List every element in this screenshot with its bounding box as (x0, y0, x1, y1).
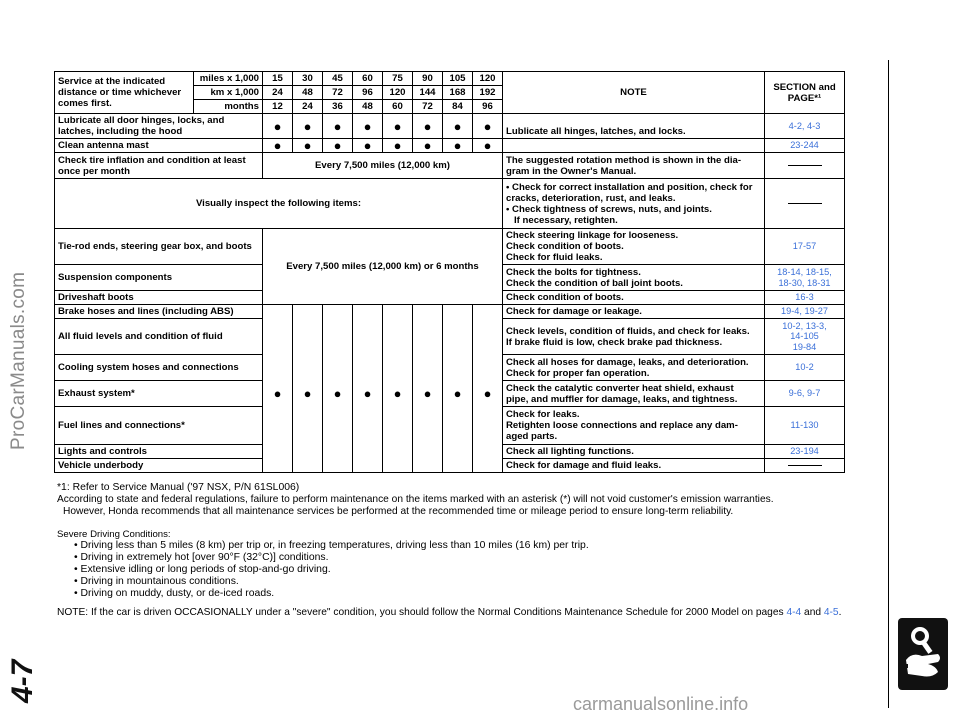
note-line: Check levels, condition of fluids, and check for leaks. (506, 325, 750, 337)
dash-line (788, 165, 822, 166)
note-line: If brake fluid is low, check brake pad thickness. (506, 336, 723, 348)
dash-line (788, 203, 822, 204)
severe-item: • Driving in mountainous conditions. (74, 576, 239, 587)
section-line: 10-2, 13-3, (782, 320, 827, 331)
item-visual-inspect: Visually inspect the following items: (55, 179, 503, 229)
interval-tire: Every 7,500 miles (12,000 km) (263, 153, 503, 179)
service-dot: ● (473, 114, 503, 139)
service-dot: ● (413, 114, 443, 139)
months-cell: 60 (383, 100, 413, 114)
note-line: If necessary, retighten. (514, 214, 618, 226)
side-watermark: ProCarManuals.com (8, 271, 29, 450)
km-cell: 24 (263, 86, 293, 100)
service-dot: ● (383, 139, 413, 153)
service-dot: ● (473, 381, 503, 407)
km-label: km x 1,000 (194, 86, 263, 100)
miles-cell: 120 (473, 72, 503, 86)
service-dot: ● (323, 139, 353, 153)
note-line: Check the condition of ball joint boots. (506, 277, 683, 289)
header-row-miles (55, 72, 845, 86)
footnote: *1: Refer to Service Manual ('97 NSX, P/N 61SL006) (57, 482, 300, 493)
months-label: months (194, 100, 263, 114)
note-line: Check the bolts for tightness. (506, 266, 641, 278)
service-dot: ● (263, 139, 293, 153)
service-dot: ● (293, 381, 323, 407)
table-row (55, 114, 845, 139)
note-antenna (503, 139, 765, 153)
section-link[interactable]: 10-2 (765, 355, 845, 381)
section-line: 18-14, 18-15, (777, 267, 832, 277)
item-brake: Brake hoses and lines (including ABS) (55, 305, 263, 319)
item-antenna: Clean antenna mast (55, 139, 263, 153)
service-dot: ● (353, 114, 383, 139)
note-line: Check for fluid leaks. (506, 252, 603, 263)
service-dot: ● (443, 139, 473, 153)
service-dot: ● (293, 139, 323, 153)
item-lights: Lights and controls (55, 445, 263, 459)
footer-watermark: carmanualsonline.info (573, 694, 749, 714)
service-dot: ● (473, 139, 503, 153)
km-cell: 168 (443, 86, 473, 100)
miles-label: miles x 1,000 (194, 72, 263, 86)
page-link-4-5[interactable]: 4-5 (823, 607, 839, 618)
note-line: Check the catalytic converter heat shield, exhaust (506, 382, 734, 394)
note-line: Check for proper fan operation. (506, 367, 650, 379)
item-fuel: Fuel lines and connections* (55, 407, 263, 445)
note-line: aged parts. (506, 431, 558, 442)
note-tierod (503, 229, 765, 265)
maintenance-logo-icon (898, 618, 948, 690)
service-dot: ● (413, 381, 443, 407)
severe-item: • Driving less than 5 miles (8 km) per trip or, in freezing temperatures, driving less than 10 miles (16 km) per trip. (74, 540, 589, 551)
service-dot: ● (353, 139, 383, 153)
note-cooling (503, 355, 765, 381)
interval-6-months: Every 7,500 miles (12,000 km) or 6 months (263, 229, 503, 305)
service-dot: ● (353, 381, 383, 407)
service-dot: ● (323, 114, 353, 139)
table-row (55, 459, 845, 473)
section-link[interactable]: 9-6, 9-7 (765, 381, 845, 407)
table-row (55, 305, 845, 319)
miles-cell: 60 (353, 72, 383, 86)
section-line: 18-30, 18-31 (778, 277, 831, 288)
miles-cell: 90 (413, 72, 443, 86)
item-tierod: Tie-rod ends, steering gear box, and boots (55, 229, 263, 265)
months-cell: 48 (353, 100, 383, 114)
dash-line (788, 465, 822, 466)
note-lights: Check all lighting functions. (503, 445, 765, 459)
section-line: 19-84 (792, 341, 817, 352)
note-line: Retighten loose connections and replace any dam- (506, 420, 738, 431)
miles-cell: 75 (383, 72, 413, 86)
miles-cell: 105 (443, 72, 473, 86)
section-line: 14-105 (790, 331, 819, 342)
item-lubricate: Lubricate all door hinges, locks, and latches, including the hood (55, 114, 263, 139)
km-cell: 48 (293, 86, 323, 100)
section-link[interactable]: 23-244 (765, 139, 845, 153)
note-lubricate: Lublicate all hinges, latches, and locks. (503, 114, 765, 139)
note-tire: The suggested rotation method is shown in the dia-gram in the Owner's Manual. (503, 153, 765, 179)
table-row (55, 355, 845, 381)
note-line: Check all hoses for damage, leaks, and deterioration. (506, 356, 749, 368)
km-cell: 72 (323, 86, 353, 100)
note-line: • Check tightness of screws, nuts, and joints. (506, 203, 712, 215)
severe-item: • Extensive idling or long periods of stop-and-go driving. (74, 564, 331, 575)
table-row (55, 445, 845, 459)
note-paragraph: NOTE: If the car is driven OCCASIONALLY under a "severe" condition, you should follow the Normal Conditions Maintenance Schedule for 2000 Model on pages 4-4 and 4-5. (57, 607, 842, 618)
item-cooling: Cooling system hoses and connections (55, 355, 263, 381)
miles-cell: 30 (293, 72, 323, 86)
maintenance-schedule-table (54, 71, 845, 473)
page-number: 4-7 (6, 659, 39, 703)
table-row (55, 179, 845, 229)
table-row (55, 153, 845, 179)
note-line: pipe, and muffler for damage, leaks, and tightness. (506, 393, 738, 405)
note-underbody: Check for damage and fluid leaks. (503, 459, 765, 473)
note-exhaust (503, 381, 765, 407)
section-link[interactable] (765, 265, 845, 291)
months-cell: 24 (293, 100, 323, 114)
section-link[interactable]: 23-194 (765, 445, 845, 459)
table-row (55, 407, 845, 445)
note-visual (503, 179, 765, 229)
service-dot: ● (263, 381, 293, 407)
table-row (55, 319, 845, 355)
section-none (765, 179, 845, 229)
severe-item: • Driving on muddy, dusty, or de-iced roads. (74, 588, 275, 599)
km-cell: 144 (413, 86, 443, 100)
section-header: SECTION and PAGE*¹ (765, 72, 845, 114)
note-fluid (503, 319, 765, 355)
service-dot: ● (443, 114, 473, 139)
item-underbody: Vehicle underbody (55, 459, 263, 473)
note-driveshaft: Check condition of boots. (503, 291, 765, 305)
months-cell: 84 (443, 100, 473, 114)
service-dot: ● (323, 381, 353, 407)
note-line: • Check for correct installation and position, check for cracks, deterioration, rust, and leaks. (506, 181, 753, 204)
service-dot: ● (383, 114, 413, 139)
miles-cell: 15 (263, 72, 293, 86)
service-dot: ● (293, 114, 323, 139)
item-driveshaft: Driveshaft boots (55, 291, 263, 305)
service-dot: ● (263, 114, 293, 139)
right-margin-rule (888, 60, 889, 708)
warranty-line-2: However, Honda recommends that all maintenance services be performed at the recommended time or mileage period to ensure long-term reliability. (63, 506, 734, 517)
section-none (765, 459, 845, 473)
months-cell: 72 (413, 100, 443, 114)
miles-cell: 45 (323, 72, 353, 86)
page-link-4-4[interactable]: 4-4 (786, 607, 802, 618)
km-cell: 192 (473, 86, 503, 100)
item-fluid: All fluid levels and condition of fluid (55, 319, 263, 355)
note-suspension (503, 265, 765, 291)
section-link[interactable]: 4-2, 4-3 (765, 114, 845, 139)
section-link[interactable]: 11-130 (765, 407, 845, 445)
months-cell: 96 (473, 100, 503, 114)
item-exhaust: Exhaust system* (55, 381, 263, 407)
item-suspension: Suspension components (55, 265, 263, 291)
service-dot: ● (443, 381, 473, 407)
months-cell: 12 (263, 100, 293, 114)
severe-item: • Driving in extremely hot [over 90°F (32°C)] conditions. (74, 552, 329, 563)
severe-title: Severe Driving Conditions: (57, 529, 171, 540)
table-row (55, 229, 845, 265)
note-line: Check steering linkage for looseness. (506, 230, 679, 241)
months-cell: 36 (323, 100, 353, 114)
item-tire: Check tire inflation and condition at least once per month (55, 153, 263, 179)
section-link[interactable]: 17-57 (765, 229, 845, 265)
note-header: NOTE (503, 72, 765, 114)
note-line: Check condition of boots. (506, 241, 624, 252)
table-row (55, 139, 845, 153)
section-link[interactable] (765, 319, 845, 355)
service-dot: ● (413, 139, 443, 153)
section-none (765, 153, 845, 179)
note-fuel (503, 407, 765, 445)
wrench-hand-icon (898, 618, 948, 690)
warranty-line-1: According to state and federal regulations, failure to perform maintenance on the items marked with an asterisk (*) will not void customer's emission warranties. (57, 494, 774, 505)
km-cell: 96 (353, 86, 383, 100)
note-line: Check for leaks. (506, 409, 580, 420)
section-link[interactable]: 16-3 (765, 291, 845, 305)
service-dot: ● (383, 381, 413, 407)
table-row (55, 381, 845, 407)
section-link[interactable]: 19-4, 19-27 (765, 305, 845, 319)
note-brake: Check for damage or leakage. (503, 305, 765, 319)
service-interval-label: Service at the indicated distance or time whichever comes first. (55, 72, 194, 114)
km-cell: 120 (383, 86, 413, 100)
